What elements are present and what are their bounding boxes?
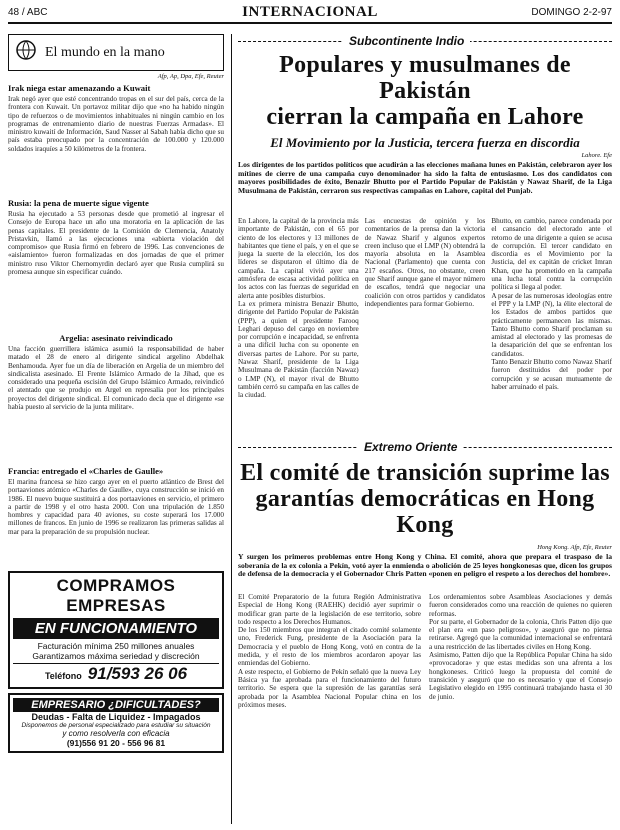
ad-phone-prefix: Teléfono (44, 671, 82, 681)
ad-banner: EN FUNCIONAMIENTO (13, 618, 219, 639)
globe-icon (15, 39, 37, 66)
byline: Lahore. Efe (581, 152, 612, 159)
briefs-credit: Afp, Ap, Dpa, Efe, Reuter (157, 73, 224, 80)
kicker-row (238, 34, 612, 48)
headline (238, 460, 612, 538)
briefs-box-title (8, 34, 224, 71)
brief-title: Argelia: asesinato reivindicado (59, 333, 173, 343)
headline-line: garantías democráticas en Hong Kong (255, 486, 595, 538)
brief-body: Rusia ha ejecutado a 53 personas desde que prometió al ingresar el Consejo de Europa hace un año una moratoria en la aplicación de las penas capitales. El presidente de la Comisión de Clemencia, Anatoly Pristavkin, llamó a las ejecuciones una «abierta violación del compromiso» que Rusia firmó en febrero de 1996. Las convenciones de «aislamiento» fueron formalizadas en dos jornadas de que el primer ministro ruso Viktor Chernomyrdin declaró ayer que Rusia cumplirá su promesa aunque sin especificar cuándo. (8, 210, 224, 277)
body-column: Los ordenamientos sobre Asambleas Asociaciones y demás fueron considerados como una reacción de quienes no quieren reformas. Por su parte, el Gobernador de la colonia, Chris Patten dijo que el plan era «un paso peligroso», y aseguró que no piensa retirarse. Agregó que la comunidad internacional se enfrentará a una restricción de las libertades civiles en Hong Kong. Asimismo, Patten dijo que la República Popular China ha sido «provocadora» y que estas medidas son una afrenta a los hongkoneses. Criticó luego la propuesta del comité de transición y aseguró que no es necesario y que el Consejo Legislativo elegido en 1995 continuará trabajando hasta el 30 de junio. (429, 593, 612, 701)
headline (238, 52, 612, 130)
ad-line: y como resolverla con eficacia (62, 729, 170, 738)
story-pakistan (238, 34, 612, 434)
byline: Hong Kong. Afp, Efe, Reuter (537, 544, 612, 551)
headline-line: cierran la campaña en Lahore (266, 104, 584, 130)
kicker: Subcontinente Indio (343, 34, 470, 48)
ad-empresario (8, 693, 224, 753)
lead-paragraph: Y surgen los primeros problemas entre Hong Kong y China. El comité, ahora que prepara el traspaso de la soberanía de la ex colonia a Pekín, votó ayer la enmienda o abolición de 25 leyes hongkonesas que, dicen los grupos de defensa de la democracia y el Gobernador Chris Patten «ponen en peligro el respeto a los derechos del hombre». (238, 553, 612, 579)
left-column (8, 34, 224, 824)
deck: El Movimiento por la Justicia, tercera fuerza en discordia (270, 135, 580, 150)
issue-date: DOMINGO 2-2-97 (531, 7, 612, 18)
ad-headline: COMPRAMOS EMPRESAS (56, 576, 176, 615)
briefs-title: El mundo en la mano (45, 44, 165, 60)
brief-title: Irak niega estar amenazando a Kuwait (8, 83, 151, 93)
page-number: 48 / ABC (8, 7, 48, 18)
kicker: Extremo Oriente (358, 440, 463, 454)
body-column: En Lahore, la capital de la provincia más importante de Pakistán, con el 65 por ciento de los electores y 13 millones de habitantes que tiene el país, y en el que se juega la suerte de la elección, los dos líderes se disputaron el último día de campaña. La capital vivió ayer una atmósfera de escasa actividad política en los actos con las fuerzas de seguridad en alerta ante posibles disturbios. La ex primera ministra Benazir Bhutto, dirigente del Partido Popular de Pakistán (PPP), a quien el presidente Farooq Leghari depuso del cargo en noviembre por corrupción e incapacidad, se enfrenta a una difícil lucha con su oponente en diversas partes de Lahore. Por su parte, Nawaz Sharif, presidente de la Liga Musulmana de Pakistán (facción Nawaz) o LMP (N), el mayor rival de Bhutto también cerró su campaña en las calles de la ciudad. (238, 217, 359, 400)
ad-line: Facturación mínima 250 millones anuales (37, 641, 195, 651)
ad-line: Disponemos de personal especializado para estudiar su situación (21, 722, 211, 729)
headline-line: Populares y musulmanes de Pakistán (279, 52, 571, 104)
column-divider (231, 34, 232, 824)
ad-phone: (91)556 91 20 - 556 96 81 (66, 738, 166, 748)
body-column: Las encuestas de opinión y los comentarios de la prensa dan la victoria de Nawaz Sharif y algunos expertos creen incluso que el LMP (N) obtendrá la mayoría absoluta en la Asamblea Nacional (Parlamento) que cuenta con 217 escaños. Otros, no obstante, creen que Sharif aunque gane el mayor número de escaños, tendrá que negociar una coalición con otros partidos y candidatos independientes para formar Gobierno. (364, 217, 486, 308)
kicker-row (238, 440, 612, 454)
ad-compramos-empresas (8, 571, 224, 689)
body-column: Bhutto, en cambio, parece condenada por el cansancio del electorado ante el retorno de una dirigente a quien se acusa de corrupción. El tercer candidato en discordia es el Movimiento por la Justicia, del ex capitán de cricket Imran Khan, que ha prometido en la campaña una lucha total contra la corrupción política si llega al poder. A pesar de las numerosas ideologías entre el PPP y la LMP (N), la élite electoral de los Estados de ambos partidos que prácticamente permanecen las mismas. Tanto Bhutto como Sharif proclaman su amistad al electorado y las promesas de la desaparición del que se enfrentan los candidatos. Tanto Benazir Bhutto como Nawaz Sharif fueron destituidos del poder por corrupción y se acusan mutuamente de haber arruinado el país. (491, 217, 613, 391)
ad-phone: 91/593 26 06 (87, 664, 188, 683)
body-columns (238, 593, 612, 830)
body-columns (238, 217, 612, 445)
ad-banner: EMPRESARIO ¿DIFICULTADES? (13, 698, 219, 712)
brief-title: Francia: entregado el «Charles de Gaulle» (8, 466, 164, 476)
headline-line: El comité de transición suprime las (240, 460, 610, 486)
page-header (8, 4, 612, 24)
body-column: El Comité Preparatorio de la futura Región Administrativa Especial de Hong Kong (RAEHK) decidió ayer suprimir o modificar gran parte de la legislación de ese territorio, sobre todo respecto a los Derechos Humanos. De los 150 miembros que integran el citado comité solamente uno, Frederick Fung, presidente de la Asociación para la Democracia y el pueblo de Hong Kong, votó en contra de la medida, y el resto de los miembros acordaron apoyar las enmiendas del Gobierno. A este respecto, el Gobierno de Pekín señaló que la nueva Ley Básica ya fue aprobada para el funcionamiento del futuro territorio. Se espera que la supresión de las garantías será aprobada por la Asamblea Nacional Popular china en los próximos meses. (238, 593, 421, 709)
ad-line: Garantizamos máxima seriedad y discreción (13, 651, 219, 664)
story-hongkong (238, 440, 612, 825)
brief-body: Una facción guerrillera islámica asumió la responsabilidad de haber matado el 28 de enero al dirigente sindical argelino Abdelhak Benhamouda. Ayer fue un día de liberación en Argelia de un miembro del sindicalista asesinado. El Frente Islámico Armado de la Jihad, que es considerado una pequeña escisión del Grupo Islámico Armado, reivindicó el atentado que se produjo en Argel en represalia por los principales proyectos del dirigente sindical. El comunicado decía que el dirigente «se había puesto al servicio de la junta militar». (8, 345, 224, 412)
brief-title: Rusia: la pena de muerte sigue vigente (8, 198, 149, 208)
brief-body: El marina francesa se hizo cargo ayer en el puerto atlántico de Brest del portaaviones atómico «Charles de Gaulle», cuya construcción se inició en 1986. El nuevo buque sustituirá a dos portaaviones en servicio, el primero a partir de 1998 y el otro hasta 2000. Con una tripulación de 1.850 hombres y capacidad para 40 aviones, su coste superará los 17.000 millones de francos. En junio de 1996 se realizaron las primeras salidas al mar para la preparación de su propulsión nuclear. (8, 478, 224, 536)
brief-body: Irak negó ayer que esté concentrando tropas en el sur del país, cerca de la frontera con Kuwait. Un portavoz militar dijo que «no ha habido ningún tipo de refuerzos o de movimientos inhabituales ni ningún cambio en los programas de entrenamiento diario de nuestras Fuerzas Armadas». El ministro kuwaití de Información, Saud Nasser al Sabah había dicho que su país estaba preocupado por la concentración de 100.000 y 120.000 soldados iraquíes a 50 kilómetros de la frontera. (8, 95, 224, 153)
ad-line: Deudas - Falta de Liquidez - Impagados (31, 712, 201, 722)
lead-paragraph: Los dirigentes de los partidos políticos que acudirán a las elecciones mañana lunes en Pakistán, celebraron ayer los mítines de cierre de una campaña cuyo denominador ha sido la falta de entusiasmo. Los dos candidatos con mayores posibilidades de éxito, Benazir Bhutto por el Partido Popular de Pakistán y Nawaz Sharif, de la Liga Musulmana de Pakistán, cerraron sus respectivas campañas en Lahore, capital del Punjab. (238, 161, 612, 195)
section-title: INTERNACIONAL (242, 4, 378, 20)
